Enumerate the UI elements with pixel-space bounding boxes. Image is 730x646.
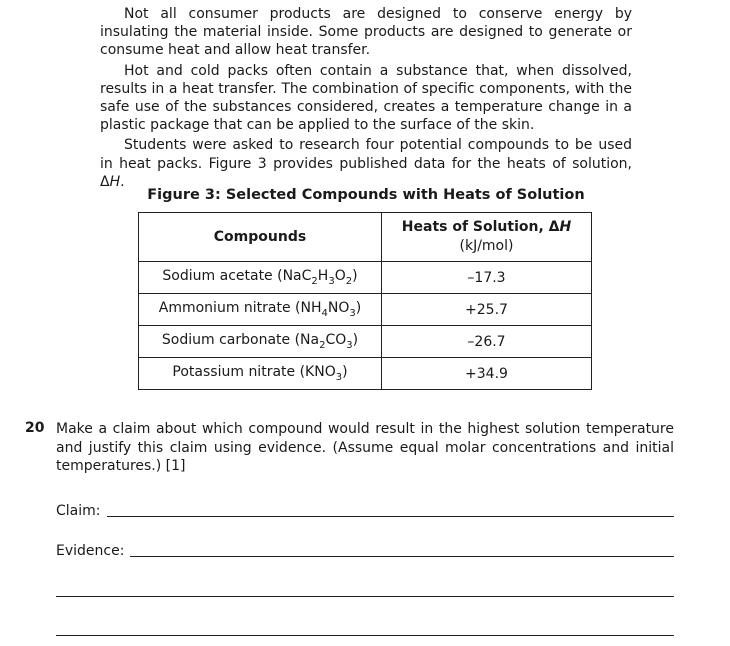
- heat-of-solution-column-header: [382, 213, 592, 262]
- compound-name-text: Ammonium nitrate (NH: [158, 300, 322, 317]
- subscript: 3: [349, 307, 356, 319]
- subscript: 3: [328, 275, 335, 287]
- compound-name-text: Sodium carbonate (Na: [161, 332, 320, 349]
- compound-name-text: Sodium acetate (NaC: [162, 268, 312, 285]
- table-row: [139, 326, 592, 358]
- table-row: [139, 294, 592, 326]
- formula-part: NO: [327, 300, 350, 317]
- table-row: [139, 262, 592, 294]
- heat-value: –26.7: [382, 326, 592, 358]
- figure-title: Figure 3: Selected Compounds with Heats of Solution: [147, 187, 585, 203]
- formula-part: CO: [325, 332, 347, 349]
- subscript: 3: [335, 371, 343, 383]
- heat-header-text: Heats of Solution, Δ: [401, 219, 560, 235]
- evidence-answer-line[interactable]: [56, 635, 674, 636]
- evidence-answer-line[interactable]: [56, 596, 674, 597]
- passage-paragraph-3: [100, 136, 632, 191]
- compounds-column-header: Compounds: [139, 213, 382, 262]
- table-row: [139, 358, 592, 390]
- claim-input[interactable]: [107, 500, 675, 517]
- evidence-input[interactable]: [130, 540, 674, 557]
- formula-part: ): [355, 300, 362, 317]
- subscript: 2: [319, 339, 326, 351]
- formula-part: ): [352, 268, 358, 285]
- compounds-table: [138, 212, 592, 390]
- passage-paragraph-3-end: .: [120, 173, 125, 190]
- delta-h-symbol: H: [109, 173, 121, 190]
- passage-paragraph-2: Hot and cold packs often contain a substance that, when dissolved, results in a heat transfer. The combination of specific components, with the safe use of the substances considered, creates a temperature change in a plastic package that can be applied to the surface of the skin.: [100, 62, 632, 134]
- compound-name: [139, 326, 382, 358]
- subscript: 2: [311, 275, 318, 287]
- heat-header-h: H: [559, 219, 572, 235]
- formula-part: ): [342, 364, 348, 381]
- table-header-row: [139, 213, 592, 262]
- heat-value: +25.7: [382, 294, 592, 326]
- passage-paragraph-1: Not all consumer products are designed to conserve energy by insulating the material inside. Some products are designed to generate or consume heat and allow heat transfer.: [100, 6, 632, 59]
- passage-paragraph-3-text: Students were asked to research four potential compounds to be used in heat packs. Figure 3 provides published data for the heats of solution, Δ: [100, 137, 632, 190]
- compound-name-text: Potassium nitrate (KNO: [172, 364, 336, 381]
- heat-value: +34.9: [382, 358, 592, 390]
- compound-name: [139, 262, 382, 294]
- formula-part: H: [317, 268, 329, 285]
- compound-name: [139, 358, 382, 390]
- claim-row: [56, 500, 674, 519]
- subscript: 4: [321, 307, 328, 319]
- formula-part: ): [352, 332, 359, 349]
- heat-value: –17.3: [382, 262, 592, 294]
- claim-label: Claim:: [56, 503, 101, 519]
- question-number: 20: [25, 420, 45, 436]
- formula-part: O: [334, 268, 346, 285]
- subscript: 2: [345, 275, 353, 287]
- evidence-row: [56, 540, 674, 559]
- question-text: Make a claim about which compound would result in the highest solution temperature and justify this claim using evidence. (Assume equal molar concentrations and initial temperatures.) [1]: [56, 421, 674, 474]
- evidence-label: Evidence:: [56, 543, 125, 559]
- subscript: 3: [346, 339, 353, 351]
- heat-header-unit: (kJ/mol): [459, 238, 514, 254]
- compound-name: [139, 294, 382, 326]
- passage-text: [100, 5, 632, 191]
